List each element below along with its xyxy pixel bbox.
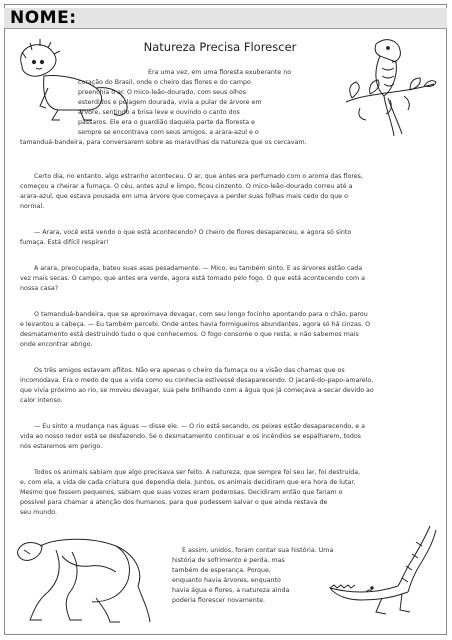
text-line: O tamanduá-bandeira, que se aproximava devagar, com seu longo focinho apontando para o chão, parou (34, 311, 368, 318)
text-line: normal. (20, 203, 45, 210)
text-line: incomodava. Era o medo de que a vida como eu conhecia estivessé desaparecendo. O jacaré-do-papo-amarelo, (20, 377, 374, 384)
text-line: havia água e flores, a natureza ainda (172, 587, 290, 594)
text-line: vida ao nosso redor está se desfazendo. Se o desmatamento continuar e os incêndios se espalharem, todos (20, 433, 361, 440)
story-title: Natureza Precisa Florescer (143, 40, 297, 54)
name-bar (4, 8, 447, 29)
text-line: e, com ela, a vida de cada criatura que dependia dela. Juntos, os animais decidiram que era hora de lutar. (20, 479, 356, 486)
text-line: enquanto havia árvores, enquanto (172, 577, 281, 584)
name-label: NOME: (10, 8, 77, 28)
text-line: Era uma vez, em uma floresta exuberante no (148, 69, 292, 76)
paragraph-9 (172, 546, 362, 606)
text-line: nós estaremos em perigo. (20, 443, 103, 450)
paragraph-1 (78, 68, 343, 138)
text-line: história de sofrimento e perda, mas (172, 557, 285, 564)
text-line: A arara, preocupada, bateu suas asas pesadamente. — Mico, eu também sinto. E as árvores estão cada (34, 265, 363, 272)
text-line: Mesmo que fossem pequenos, sabiam que suas vozes eram poderosas. Decidiram então que fariam o (20, 489, 343, 496)
text-line: coração do Brasil, onde o cheiro das flores e do campo (78, 79, 251, 86)
text-line: começou a cheirar a fumaça. O céu, antes azul e limpo, ficou cinzento. O mico-leão-dourado correu até a (20, 183, 353, 190)
paragraph-2 (20, 172, 440, 212)
text-line: desmatamento está destruindo tudo o que conhecemos. O fogo consome o que resta, e não sabemos mais (20, 331, 359, 338)
blue-macaw-illustration (340, 36, 440, 140)
text-line: também de esperança. Porque, (172, 567, 271, 574)
text-line: calor intenso. (20, 397, 63, 404)
text-line: arara-azul, que estava pousada em uma árvore que começava a perder suas folhas mais cedo do que o (20, 193, 348, 200)
text-line: Os três amigos estavam aflitos. Não era apenas o cheiro da fumaça ou a visão das chamas que os (34, 367, 345, 374)
text-line: árvore, sentindo a brisa leve e ouvindo o canto dos (78, 109, 240, 116)
text-line: — Eu sinto a mudança nas águas — disse ele. — O rio está secando, os peixes estão desaparecendo, e a (34, 423, 366, 430)
text-line: preenchia o ar. O mico-leão-dourado, com seus olhos (78, 89, 246, 96)
paragraph-3 (20, 228, 440, 248)
text-line: seu mundo. (20, 509, 58, 516)
text-line: vez mais secas. O campo, que antes era verde, agora está tomado pelo fogo. O que está acontecendo com a (20, 275, 365, 282)
text-line: E assim, unidos, foram contar sua história. Uma (182, 547, 334, 554)
text-line: pássaros. Ele era o guardião daquela parte da floresta e (78, 119, 256, 126)
paragraph-1-end (20, 138, 440, 148)
text-line: Certo dia, no entanto, algo estranho aconteceu. O ar, que antes era perfumado com o aroma das flores, (34, 173, 363, 180)
text-line: e levantou a cabeça. — Eu também percebi. Onde antes havia formigueiros abundantes, agora só há cinzas. O (20, 321, 371, 328)
text-line: nossa casa? (20, 285, 59, 292)
paragraph-4 (20, 264, 440, 294)
giant-anteater-illustration (12, 536, 156, 628)
text-line: sempre se encontrava com seus amigos, a arara-azul e o (78, 129, 259, 136)
text-line: que vivia próximo ao rio, se moveu devagar, sua pele brilhando com a água que já começava a secar devido ao (20, 387, 374, 394)
text-line: tamanduá-bandeira, para conversarem sobre as maravilhas da natureza que os cercavam. (20, 139, 307, 146)
text-line: Todos os animais sabiam que algo precisava ser feito. A natureza, que sempre foi seu lar, foi destruída, (34, 469, 361, 476)
text-line: esterdidos e pelagem dourada, vivia a pular de árvore em (78, 99, 262, 106)
text-line: fumaça. Está difícil respirar! (20, 239, 109, 246)
text-line: onde encontrar abrigo. (20, 341, 93, 348)
paragraph-6 (20, 366, 440, 406)
paragraph-8 (20, 468, 440, 518)
text-line: — Arara, você está vendo o que está acontecendo? O cheiro de flores desapareceu, e agora só sinto (34, 229, 352, 236)
paragraph-7 (20, 422, 440, 452)
paragraph-5 (20, 310, 440, 350)
text-line: poderia florescer novamente. (172, 597, 266, 604)
text-line: possível para chamar a atenção dos humanos, para que pudessem salvar o que ainda restava de (20, 499, 328, 506)
